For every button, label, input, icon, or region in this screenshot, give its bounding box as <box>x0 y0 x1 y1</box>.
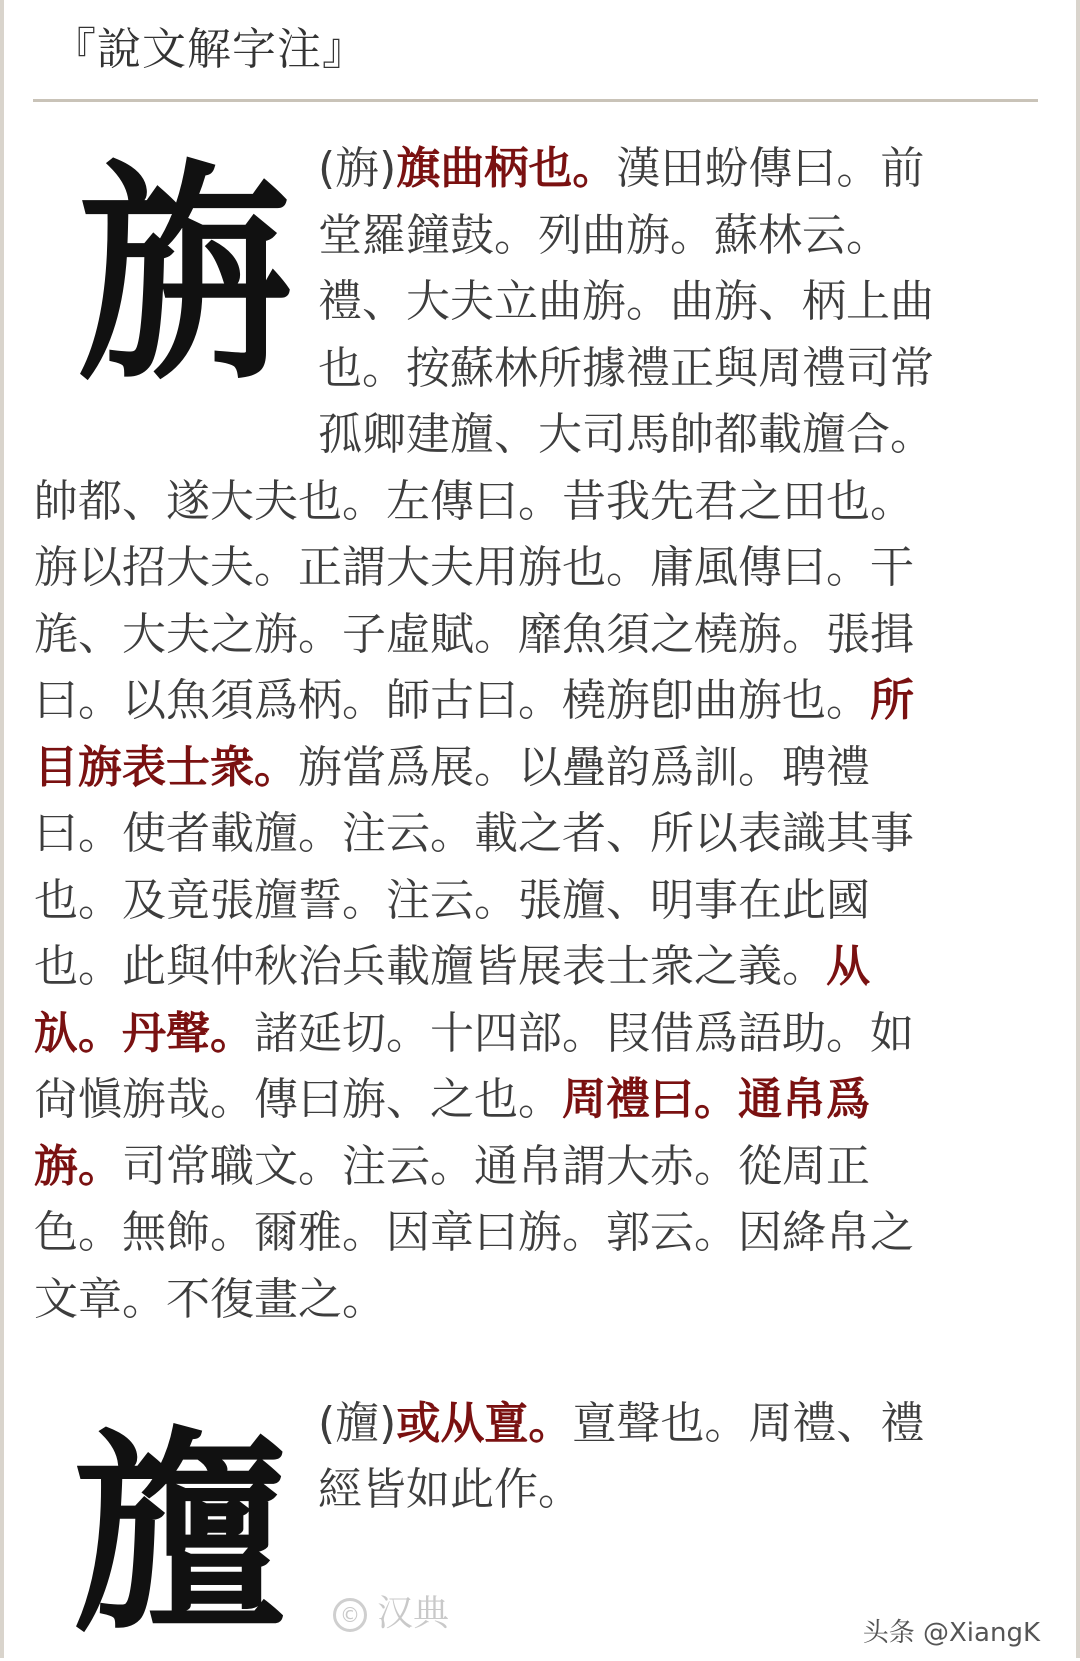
entry-text: 曰。以魚須爲柄。師古曰。橈旃卽曲旃也。 <box>34 675 870 726</box>
seal-script-character: 旃 <box>77 137 293 411</box>
entry-line <box>318 1456 582 1523</box>
entry-line <box>34 601 914 668</box>
highlighted-text: 周禮曰。通帛爲 <box>562 1074 870 1125</box>
entry-line <box>318 268 934 335</box>
entry-line <box>318 202 890 269</box>
highlighted-text: 从 <box>826 941 870 992</box>
page-title: 『說文解字注』 <box>52 24 367 75</box>
title-divider <box>33 99 1038 102</box>
entry-text: 也。及竟張旜誓。注云。張旜、明事在此國 <box>34 874 870 926</box>
highlighted-text: 或从亶。 <box>396 1398 573 1449</box>
entry-text: 諸延切。十四部。叚借爲語助。如 <box>254 1007 914 1059</box>
dictionary-entry <box>0 135 1080 1325</box>
entry-text: 堂羅鐘鼓。列曲旃。蘇林云。 <box>318 209 890 261</box>
entry-line <box>34 933 870 1000</box>
entry-line <box>34 734 870 801</box>
entry-text: 曰。使者載旜。注云。載之者、所以表識其事 <box>34 808 914 859</box>
highlighted-text: 旗曲柄也。 <box>396 143 617 194</box>
dictionary-entry <box>318 1390 1035 1540</box>
highlighted-text: 旃。 <box>34 1140 122 1192</box>
entry-text: 尙愼旃哉。傳曰旃、之也。 <box>34 1074 562 1125</box>
entry-line <box>34 800 914 867</box>
entry-line <box>318 1390 924 1457</box>
copyright-icon: © <box>333 1598 367 1632</box>
watermark-text: 汉典 <box>377 1593 450 1634</box>
entry-text: (旜) <box>318 1398 397 1449</box>
entry-line <box>34 667 914 734</box>
entry-text: 孤卿建旜、大司馬帥都載旜合。 <box>318 409 934 460</box>
entry-text: 漢田蚡傳曰。前 <box>616 143 925 194</box>
entry-line <box>34 867 870 934</box>
highlighted-text: 目旃表士衆。 <box>34 741 298 793</box>
entry-text: (旃) <box>318 143 397 194</box>
entry-line <box>34 1199 914 1266</box>
entry-text: 旃當爲展。以疊韵爲訓。聘禮 <box>298 741 870 793</box>
entry-line <box>318 135 924 202</box>
entry-text: 旄、大夫之旃。子虛賦。靡魚須之橈旃。張揖 <box>34 608 914 660</box>
entry-text: 帥都、遂大夫也。左傳曰。昔我先君之田也。 <box>34 475 914 527</box>
entry-text: 也。此與仲秋治兵載旜皆展表士衆之義。 <box>34 941 826 992</box>
seal-script-character: 旜 <box>72 1408 288 1661</box>
entry-text: 司常職文。注云。通帛謂大赤。從周正 <box>122 1140 870 1192</box>
entry-text: 色。無飾。爾雅。因章曰旃。郭云。因絳帛之 <box>34 1207 914 1258</box>
entry-text: 禮、大夫立曲旃。曲旃、柄上曲 <box>318 276 934 327</box>
entry-line <box>318 335 934 402</box>
highlighted-text: 㫃。丹聲。 <box>34 1007 254 1059</box>
entry-text: 經皆如此作。 <box>318 1464 582 1515</box>
entry-line <box>34 1000 914 1067</box>
entry-line <box>34 1066 870 1133</box>
entry-text: 旃以招大夫。正謂大夫用旃也。庸風傳曰。干 <box>34 542 914 593</box>
watermark <box>333 1585 449 1636</box>
entry-line <box>34 534 914 601</box>
entry-line <box>34 468 914 535</box>
author-credit: 头条 @XiangK <box>862 1618 1040 1648</box>
entry-text: 也。按蘇林所據禮正與周禮司常 <box>318 342 934 394</box>
entry-line <box>34 1266 386 1333</box>
entry-text: 亶聲也。周禮、禮 <box>572 1398 925 1449</box>
entry-text: 文章。不復畫之。 <box>34 1273 386 1325</box>
entry-line <box>34 1133 870 1200</box>
entry-line <box>318 401 934 468</box>
highlighted-text: 所 <box>870 675 914 726</box>
